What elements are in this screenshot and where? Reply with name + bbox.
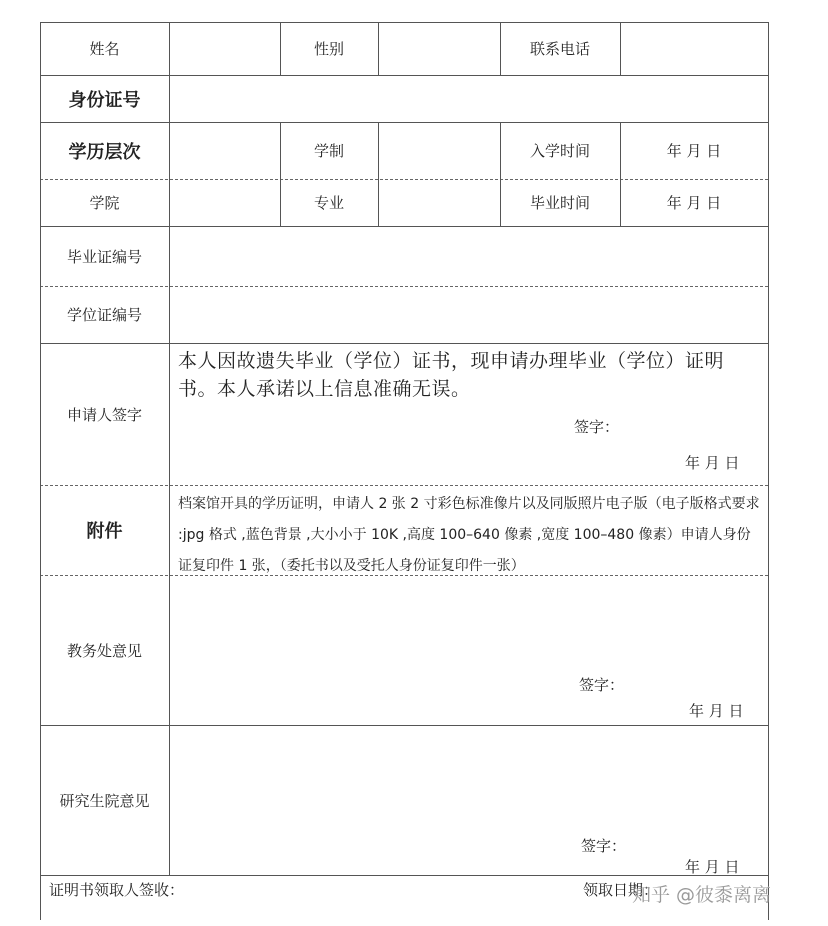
certificate-application-form <box>40 22 768 920</box>
diploma-number-field[interactable] <box>169 226 768 286</box>
graduate-school-sign-date: 年 月 日 <box>685 858 740 876</box>
graduate-school-opinion-field[interactable] <box>169 725 768 875</box>
education-level-label: 学历层次 <box>68 141 141 163</box>
diploma-number-label: 毕业证编号 <box>66 247 142 266</box>
receive-date-label: 领取日期： <box>583 881 659 899</box>
phone-label: 联系电话 <box>529 40 590 58</box>
college-field[interactable] <box>169 179 280 226</box>
enrollment-date-field[interactable]: 年 月 日 <box>666 142 722 160</box>
phone-field[interactable] <box>620 22 768 75</box>
academic-office-sign-date: 年 月 日 <box>689 702 744 720</box>
id-number-field[interactable] <box>169 75 768 122</box>
attachment-label: 附件 <box>86 521 123 542</box>
duration-label: 学制 <box>313 142 344 160</box>
graduate-school-opinion-label: 研究生院意见 <box>59 791 150 810</box>
rule <box>40 875 768 876</box>
academic-office-opinion-label: 教务处意见 <box>66 641 142 660</box>
graduate-school-sign-label: 签字： <box>581 837 627 855</box>
applicant-statement: 本人因故遗失毕业（学位）证书，现申请办理毕业（学位）证明书。本人承诺以上信息准确无误。 <box>178 350 725 400</box>
id-number-label: 身份证号 <box>68 89 141 111</box>
academic-office-sign-label: 签字： <box>579 676 625 694</box>
name-field[interactable] <box>169 22 280 75</box>
applicant-sign-label: 签字： <box>574 418 620 436</box>
applicant-signature-label: 申请人签字 <box>66 405 142 424</box>
major-label: 专业 <box>313 194 344 212</box>
graduation-date-field[interactable]: 年 月 日 <box>666 194 722 212</box>
rule <box>768 22 769 920</box>
watermark: 知乎 @彼黍离离 <box>632 884 772 906</box>
college-label: 学院 <box>89 194 120 212</box>
duration-field[interactable] <box>378 122 500 179</box>
graduation-date-label: 毕业时间 <box>529 194 590 212</box>
degree-number-field[interactable] <box>169 286 768 343</box>
gender-field[interactable] <box>378 22 500 75</box>
enrollment-date-label: 入学时间 <box>529 142 590 160</box>
name-label: 姓名 <box>89 40 120 58</box>
education-level-field[interactable] <box>169 122 280 179</box>
major-field[interactable] <box>378 179 500 226</box>
applicant-sign-date: 年 月 日 <box>685 454 740 472</box>
receiver-signature-label: 证明书领取人签收： <box>49 881 185 899</box>
degree-number-label: 学位证编号 <box>66 306 142 324</box>
gender-label: 性别 <box>313 40 344 58</box>
academic-office-opinion-field[interactable] <box>169 575 768 725</box>
attachment-requirements: 档案馆开具的学历证明，申请人 2 张 2 寸彩色标准像片以及同版照片电子版（电子版格式要求 :jpg 格式 ,蓝色背景 ,大小小于 10K ,高度 100–640 像素 ,宽度 100–480 像素）申请人身份证复印件 1 张，（委托书以及受托人身份证复印件一张） <box>178 496 760 574</box>
